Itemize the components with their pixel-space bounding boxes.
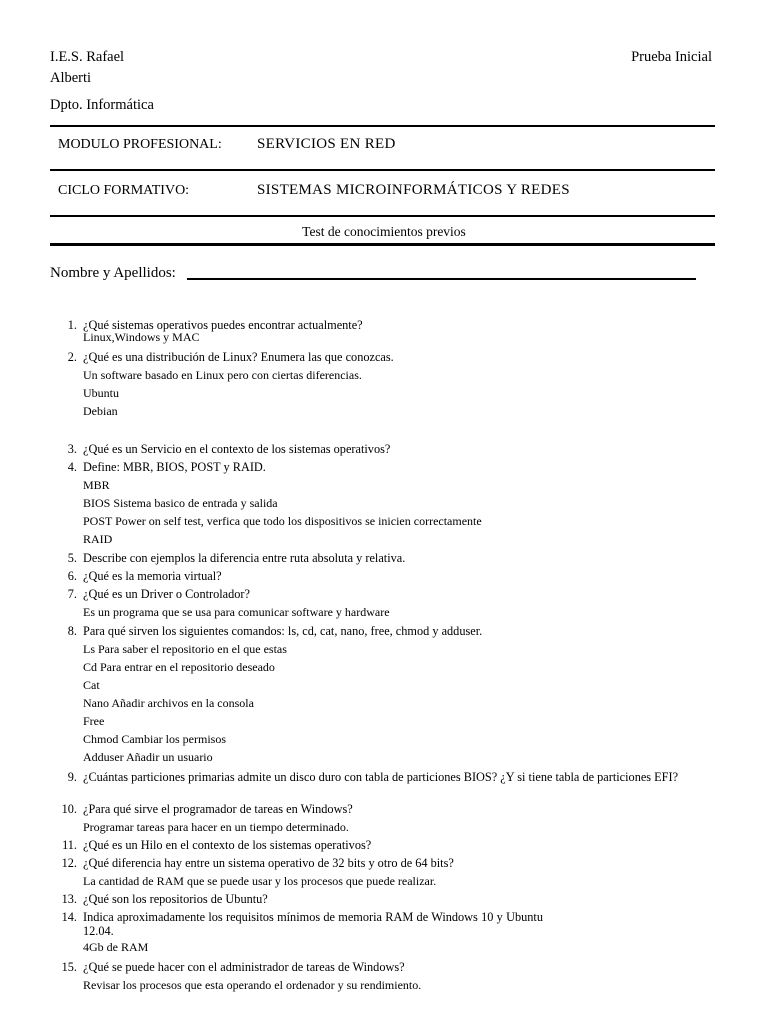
answer-text: Linux,Windows y MAC [83, 330, 200, 344]
question-text: Indica aproximadamente los requisitos mínimos de memoria RAM de Windows 10 y Ubuntu 12.04. [83, 910, 543, 938]
question-number: 5. [67, 551, 77, 565]
answer-text: Free [83, 714, 105, 728]
question-text: ¿Qué sistemas operativos puedes encontrar actualmente? [83, 318, 363, 332]
question-text: ¿Cuántas particiones primarias admite un disco duro con tabla de particiones BIOS? ¿Y si tiene tabla de particiones EFI? [83, 770, 679, 784]
answer-text: RAID [83, 532, 113, 546]
school-name-line1: I.E.S. Rafael [50, 49, 125, 65]
question-number: 10. [61, 802, 77, 816]
question-number: 3. [67, 442, 77, 456]
department: Dpto. Informática [50, 97, 154, 113]
question-number: 12. [61, 856, 77, 870]
subtitle: Test de conocimientos previos [302, 224, 466, 239]
question-number: 2. [67, 350, 77, 364]
name-input-line[interactable] [187, 278, 696, 280]
answer-text: Revisar los procesos que esta operando el ordenador y su rendimiento. [83, 978, 422, 992]
answer-text: Cat [83, 678, 100, 692]
answer-text: 4Gb de RAM [83, 940, 149, 954]
question-number: 4. [67, 460, 77, 474]
question-number: 13. [61, 892, 77, 906]
answer-text: BIOS Sistema basico de entrada y salida [83, 496, 278, 510]
question-number: 6. [67, 569, 77, 583]
test-type: Prueba Inicial [631, 49, 712, 65]
answer-text: Adduser Añadir un usuario [83, 750, 213, 764]
answer-text: Chmod Cambiar los permisos [83, 732, 226, 746]
answer-text: Debian [83, 404, 118, 418]
question-text: ¿Qué es una distribución de Linux? Enumera las que conozcas. [83, 350, 394, 364]
question-number: 11. [62, 838, 77, 852]
module-value: SERVICIOS EN RED [257, 136, 396, 152]
question-text: ¿Qué es un Hilo en el contexto de los sistemas operativos? [83, 838, 372, 852]
question-text: ¿Qué es la memoria virtual? [83, 569, 222, 583]
question-text: Describe con ejemplos la diferencia entre ruta absoluta y relativa. [83, 551, 406, 565]
answer-text: Ls Para saber el repositorio en el que estas [83, 642, 287, 656]
answer-text: MBR [83, 478, 110, 492]
answer-text: POST Power on self test, verfica que todo los dispositivos se inicien correctamente [83, 514, 482, 528]
question-text: ¿Para qué sirve el programador de tareas en Windows? [83, 802, 353, 816]
question-text: ¿Qué es un Driver o Controlador? [83, 587, 250, 601]
question-number: 7. [67, 587, 77, 601]
question-text: Para qué sirven los siguientes comandos: ls, cd, cat, nano, free, chmod y adduser. [83, 624, 483, 638]
divider-thick [50, 243, 715, 246]
question-number: 8. [67, 624, 77, 638]
answer-text: Un software basado en Linux pero con ciertas diferencias. [83, 368, 362, 382]
divider-top [50, 125, 715, 127]
question-text: ¿Qué es un Servicio en el contexto de los sistemas operativos? [83, 442, 391, 456]
question-text: ¿Qué diferencia hay entre un sistema operativo de 32 bits y otro de 64 bits? [83, 856, 454, 870]
answer-text: La cantidad de RAM que se puede usar y los procesos que puede realizar. [83, 874, 437, 888]
school-name-line2: Alberti [50, 70, 92, 86]
question-number: 15. [61, 960, 77, 974]
cycle-value: SISTEMAS MICROINFORMÁTICOS Y REDES [257, 182, 570, 198]
name-label: Nombre y Apellidos: [50, 265, 176, 281]
cycle-label: CICLO FORMATIVO: [58, 183, 190, 198]
answer-text: Programar tareas para hacer en un tiempo determinado. [83, 820, 349, 834]
question-text: ¿Qué se puede hacer con el administrador de tareas de Windows? [83, 960, 405, 974]
question-number: 9. [67, 770, 77, 784]
question-text: Define: MBR, BIOS, POST y RAID. [83, 460, 266, 474]
question-text: ¿Qué son los repositorios de Ubuntu? [83, 892, 268, 906]
module-label: MODULO PROFESIONAL: [58, 137, 222, 152]
divider-cycle [50, 215, 715, 217]
answer-text: Nano Añadir archivos en la consola [83, 696, 254, 710]
answer-text: Es un programa que se usa para comunicar software y hardware [83, 605, 390, 619]
answer-text: Cd Para entrar en el repositorio deseado [83, 660, 275, 674]
divider-module [50, 169, 715, 171]
question-number: 1. [67, 318, 77, 332]
question-number: 14. [61, 910, 77, 924]
answer-text: Ubuntu [83, 386, 119, 400]
